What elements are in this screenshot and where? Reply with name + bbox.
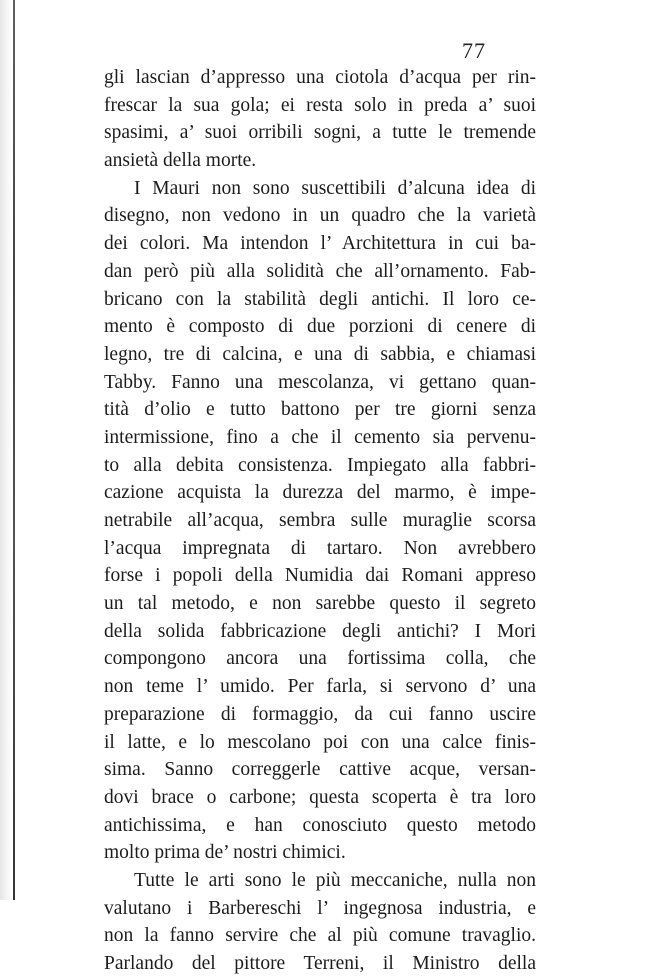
text-line: I Mauri non sono suscettibili d’alcuna idea di: [134, 177, 536, 199]
text-line: Tabby. Fanno una mescolanza, vi gettano quan-: [104, 371, 536, 393]
text-line: cazione acquista la durezza del marmo, è impe-: [104, 482, 536, 504]
text-line: bricano con la stabilità degli antichi. Il loro ce-: [104, 288, 536, 310]
text-line: spasimi, a’ suoi orribili sogni, a tutte le tremende: [104, 122, 536, 144]
text-line: non la fanno servire che al più comune travaglio.: [104, 925, 536, 947]
text-line: netrabile all’acqua, sembra sulle muraglie scorsa: [104, 510, 536, 531]
text-line: ansietà della morte.: [104, 150, 257, 172]
text-line: tità d’olio e tutto battono per tre giorni senza: [104, 399, 536, 421]
text-line: Tutte le arti sono le più meccaniche, nulla non: [134, 869, 536, 891]
body-text: [104, 64, 536, 978]
text-line: mento è composto di due porzioni di cenere di: [104, 316, 536, 338]
text-line: intermissione, fino a che il cemento sia pervenu-: [104, 426, 536, 448]
text-line: disegno, non vedono in un quadro che la varietà: [104, 205, 536, 227]
text-line: dan però più alla solidità che all’ornamento. Fab-: [104, 260, 536, 282]
text-line: to alla debita consistenza. Impiegato alla fabbri-: [104, 454, 536, 476]
page-number: 77: [462, 38, 486, 63]
text-line: dovi brace o carbone; questa scoperta è tra loro: [104, 786, 536, 808]
text-line: preparazione di formaggio, da cui fanno uscire: [104, 703, 536, 725]
text-line: valutano i Barbereschi l’ ingegnosa industria, e: [104, 897, 536, 919]
text-line: antichissima, e han conosciuto questo metodo: [104, 814, 536, 836]
text-line: un tal metodo, e non sarebbe questo il segreto: [104, 593, 536, 615]
text-line: compongono ancora una fortissima colla, che: [104, 648, 536, 670]
text-line: l’acqua impregnata di tartaro. Non avrebbero: [104, 537, 536, 559]
text-line: non teme l’ umido. Per farla, si servono d’ una: [104, 676, 536, 698]
page-spine-edge: [13, 0, 15, 900]
text-line: legno, tre di calcina, e una di sabbia, e chiamasi: [104, 343, 536, 365]
text-line: molto prima de’ nostri chimici.: [104, 842, 346, 864]
text-line: il latte, e lo mescolano poi con una calce finis-: [104, 731, 536, 753]
text-line: dei colori. Ma intendon l’ Architettura in cui ba-: [104, 233, 536, 255]
spine-shadow: [0, 0, 12, 900]
text-line: Parlando del pittore Terreni, il Ministro della: [104, 953, 536, 974]
text-line: forse i popoli della Numidia dai Romani appreso: [104, 565, 536, 587]
text-line: sima. Sanno correggerle cattive acque, versan-: [104, 759, 536, 781]
text-line: frescar la sua gola; ei resta solo in preda a’ suoi: [104, 94, 536, 116]
text-line: gli lascian d’appresso una ciotola d’acqua per rin-: [104, 67, 536, 88]
text-line: della solida fabbricazione degli antichi? I Mori: [104, 620, 536, 642]
